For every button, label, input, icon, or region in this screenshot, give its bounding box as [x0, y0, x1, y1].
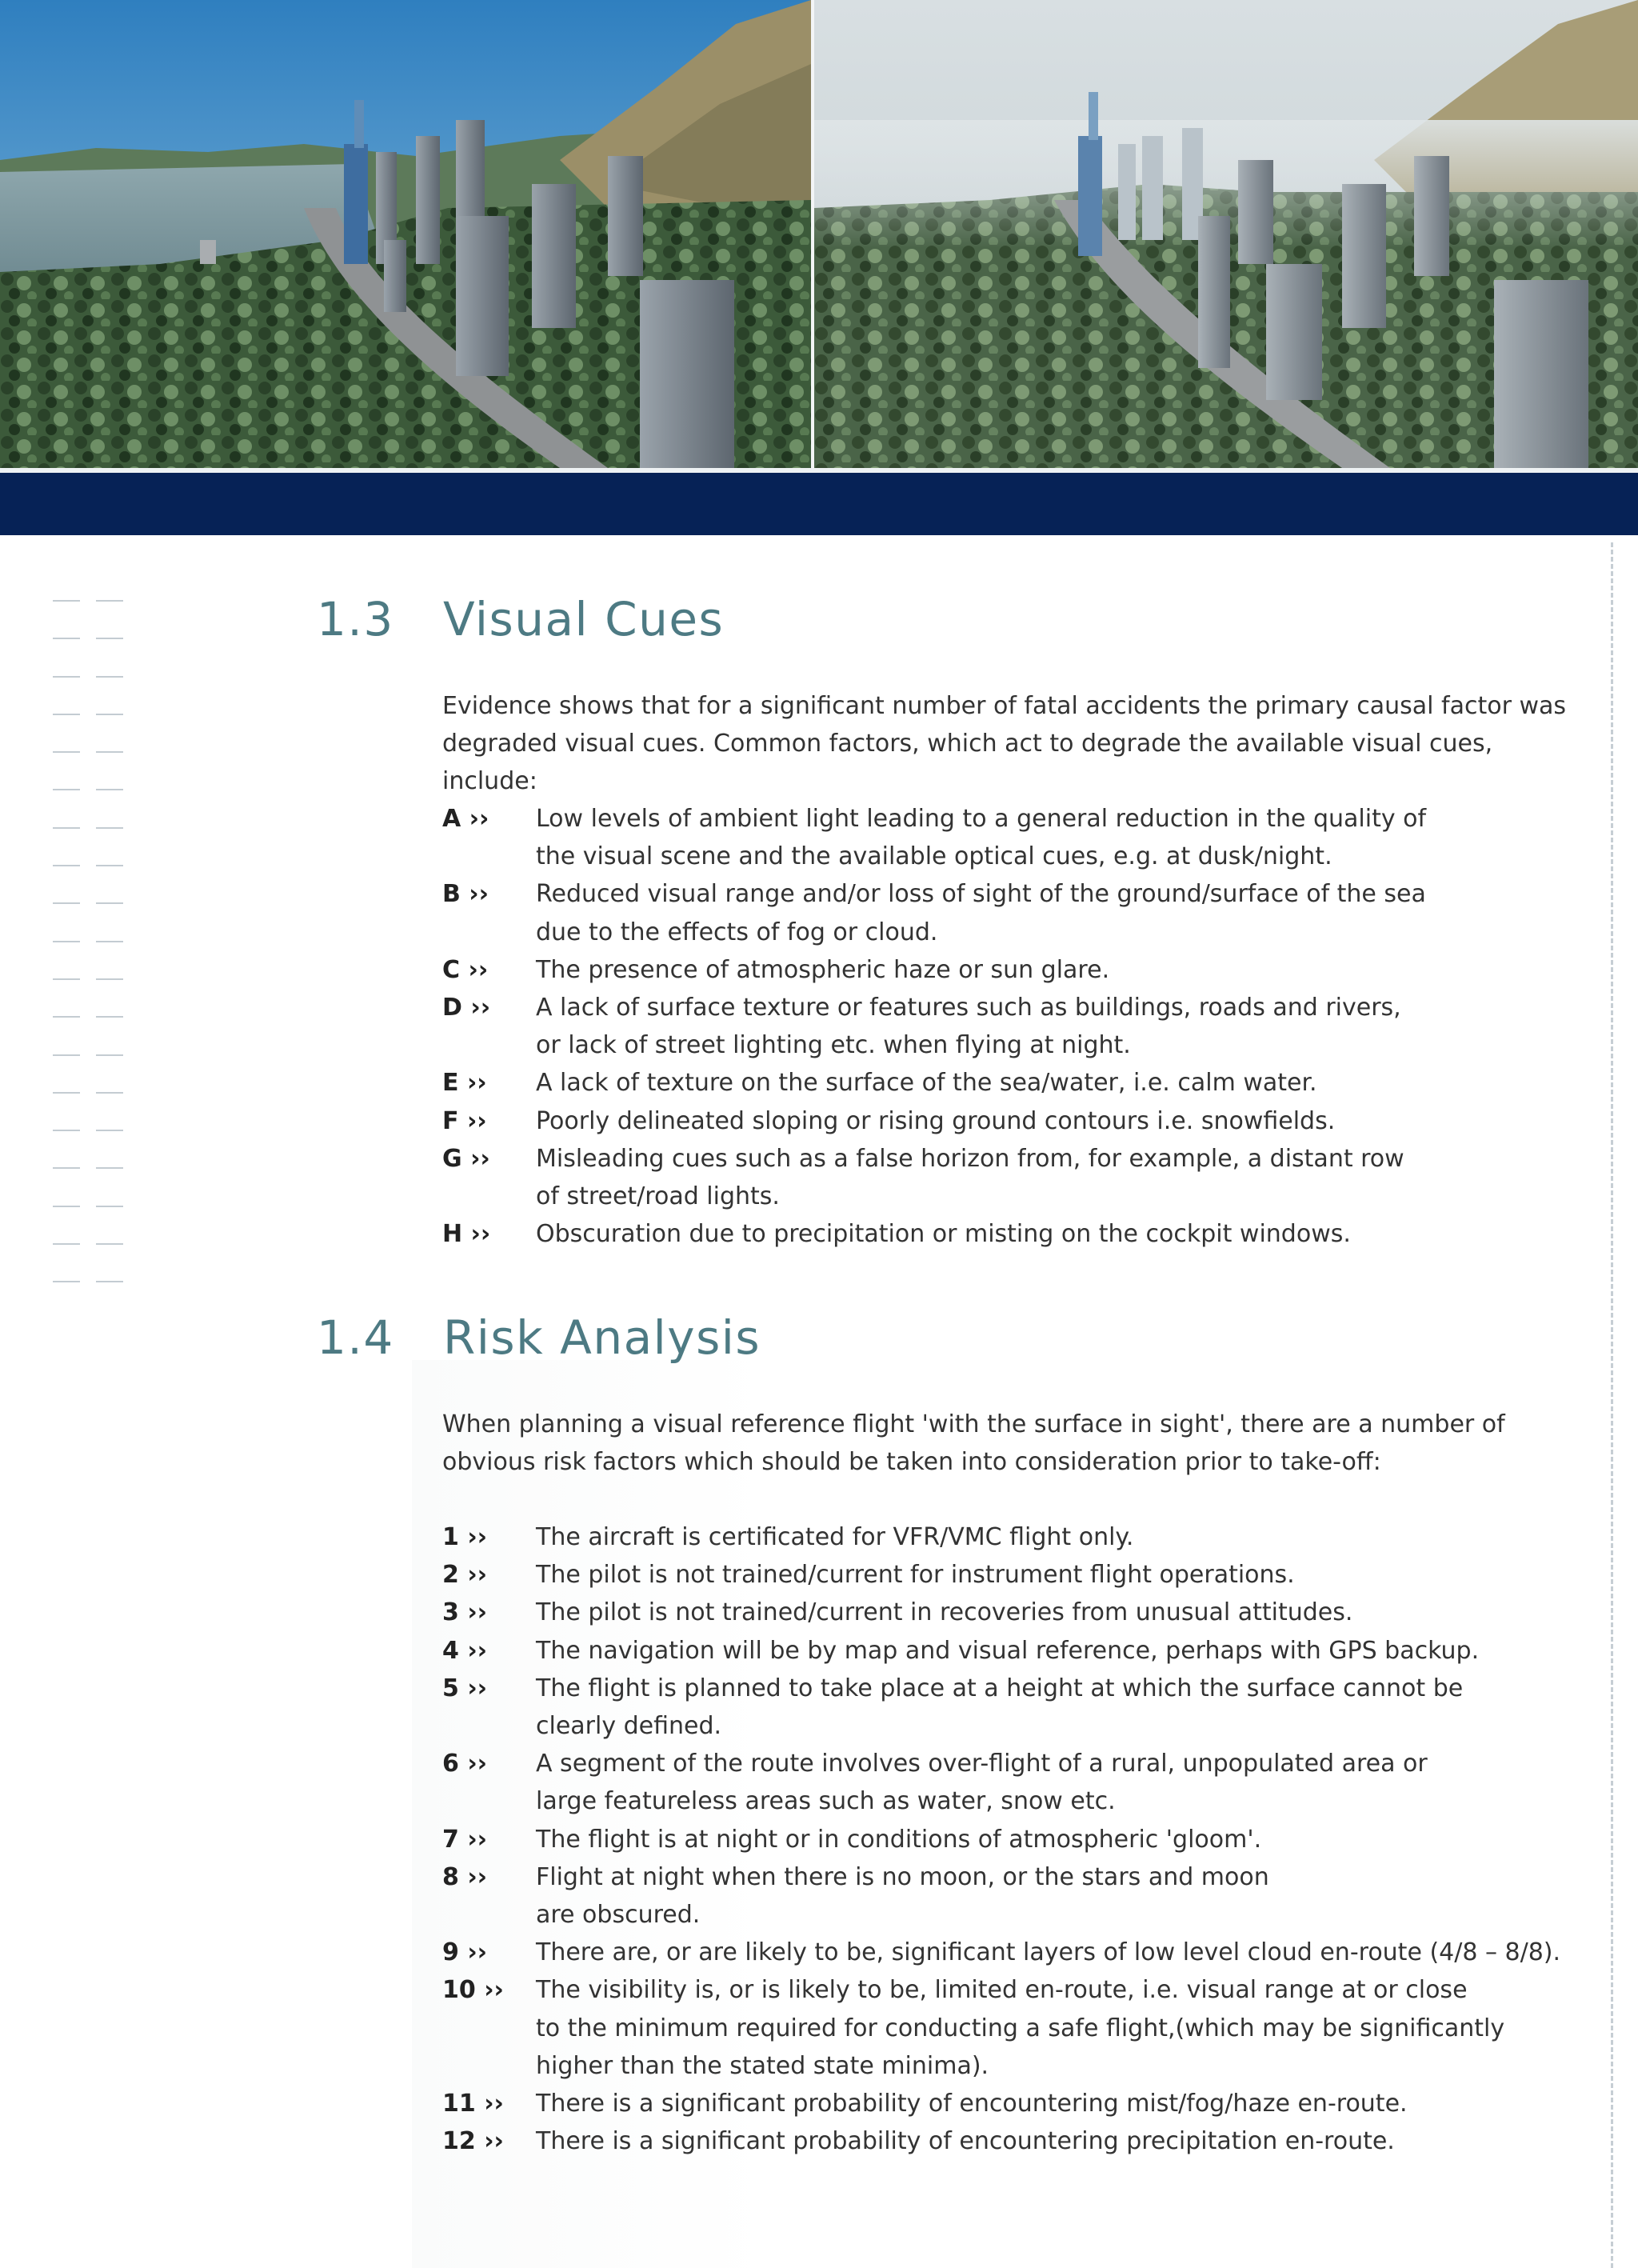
- list-item-line: large featureless areas such as water, snow etc.: [536, 1787, 1116, 1816]
- section-heading-visual-cues: [317, 592, 724, 646]
- list-item-line: A lack of surface texture or features such as buildings, roads and rivers,: [536, 994, 1401, 1022]
- section-number: 1.3: [317, 592, 394, 646]
- header-photo-strip: [0, 0, 1638, 468]
- list-item-line: Misleading cues such as a false horizon from, for example, a distant row: [536, 1144, 1404, 1173]
- aerial-city-clear-photo: [0, 0, 811, 468]
- list-item: [442, 951, 1594, 989]
- visual-cues-list: [442, 800, 1594, 1253]
- list-marker: 7 ››: [442, 1825, 488, 1854]
- list-item: [442, 1858, 1594, 1934]
- list-marker: H ››: [442, 1220, 491, 1249]
- list-item: [442, 1594, 1594, 1631]
- list-item-line: the visual scene and the available optical cues, e.g. at dusk/night.: [536, 842, 1332, 871]
- list-item: [442, 1670, 1594, 1745]
- list-item-line: due to the effects of fog or cloud.: [536, 918, 938, 946]
- list-item-line: Low levels of ambient light leading to a general reduction in the quality of: [536, 805, 1427, 833]
- list-item-line: Poorly delineated sloping or rising ground contours i.e. snowfields.: [536, 1106, 1336, 1135]
- list-marker: C ››: [442, 955, 489, 984]
- list-marker: D ››: [442, 994, 491, 1022]
- list-marker: G ››: [442, 1144, 490, 1173]
- list-item-line: A segment of the route involves over-flight of a rural, unpopulated area or: [536, 1750, 1428, 1778]
- list-item-line: clearly defined.: [536, 1712, 722, 1741]
- list-item-line: A lack of texture on the surface of the sea/water, i.e. calm water.: [536, 1069, 1317, 1098]
- list-item: [442, 989, 1594, 1064]
- list-marker: 1 ››: [442, 1523, 488, 1551]
- list-marker: E ››: [442, 1069, 487, 1098]
- list-marker: 10 ››: [442, 1976, 504, 2005]
- section-heading-risk-analysis: [317, 1310, 761, 1365]
- right-dotted-rule: [1611, 542, 1613, 2268]
- list-item-line: The presence of atmospheric haze or sun glare.: [536, 955, 1110, 984]
- list-marker: 9 ››: [442, 1938, 488, 1967]
- list-item-line: The navigation will be by map and visual reference, perhaps with GPS backup.: [536, 1636, 1480, 1665]
- list-item-line: or lack of street lighting etc. when flying at night.: [536, 1031, 1131, 1060]
- list-item: [442, 1745, 1594, 1820]
- list-item-line: The flight is planned to take place at a height at which the surface cannot be: [536, 1674, 1464, 1702]
- list-item-line: There are, or are likely to be, significant layers of low level cloud en-route (4/8 – 8/8).: [536, 1938, 1561, 1967]
- list-marker: 4 ››: [442, 1636, 488, 1665]
- list-item-line: The visibility is, or is likely to be, limited en-route, i.e. visual range at or close: [536, 1976, 1468, 2005]
- list-item-line: There is a significant probability of encountering mist/fog/haze en-route.: [536, 2090, 1408, 2118]
- list-item-line: The pilot is not trained/current for instrument flight operations.: [536, 1561, 1295, 1590]
- aerial-city-hazy-photo: [814, 0, 1638, 468]
- margin-dash-pattern: [53, 592, 125, 1288]
- list-marker: 11 ››: [442, 2090, 504, 2118]
- list-marker: 12 ››: [442, 2127, 504, 2156]
- list-item: [442, 1934, 1594, 1971]
- city-coast-haze-photo-icon: [814, 0, 1638, 468]
- list-item-line: The pilot is not trained/current in recoveries from unusual attitudes.: [536, 1598, 1353, 1627]
- list-item: [442, 800, 1594, 875]
- list-marker: F ››: [442, 1106, 487, 1135]
- list-item-line: Flight at night when there is no moon, or the stars and moon: [536, 1862, 1269, 1891]
- risk-factors-list: [442, 1518, 1594, 2160]
- list-item: [442, 1821, 1594, 1858]
- list-marker: B ››: [442, 880, 489, 909]
- list-item: [442, 1971, 1594, 2085]
- section-title: Visual Cues: [443, 592, 725, 646]
- list-marker: 8 ››: [442, 1862, 488, 1891]
- list-item-line: The aircraft is certificated for VFR/VMC flight only.: [536, 1523, 1134, 1551]
- list-item: [442, 1518, 1594, 1556]
- section-number: 1.4: [317, 1310, 394, 1365]
- list-item-line: Reduced visual range and/or loss of sight of the ground/surface of the sea: [536, 880, 1426, 909]
- list-item: [442, 1140, 1594, 1215]
- list-marker: 6 ››: [442, 1750, 488, 1778]
- section-intro-paragraph: When planning a visual reference flight 'with the surface in sight', there are a number of obvious risk factors which should be taken into consideration prior to take-off:: [442, 1410, 1505, 1476]
- list-marker: A ››: [442, 805, 489, 833]
- list-item: [442, 2122, 1594, 2160]
- list-item: [442, 1064, 1594, 1102]
- list-item: [442, 2085, 1594, 2122]
- list-marker: 3 ››: [442, 1598, 488, 1627]
- list-item-line: There is a significant probability of encountering precipitation en-route.: [536, 2127, 1395, 2156]
- header-navy-band: [0, 473, 1638, 535]
- list-item-line: Obscuration due to precipitation or misting on the cockpit windows.: [536, 1220, 1351, 1249]
- list-item-line: to the minimum required for conducting a safe flight,(which may be significantly: [536, 2014, 1505, 2042]
- list-item-line: of street/road lights.: [536, 1182, 780, 1211]
- list-marker: 2 ››: [442, 1561, 488, 1590]
- city-coast-photo-icon: [0, 0, 811, 468]
- list-item-line: higher than the stated state minima).: [536, 2051, 989, 2080]
- list-item-line: The flight is at night or in conditions of atmospheric 'gloom'.: [536, 1825, 1262, 1854]
- list-item-line: are obscured.: [536, 1901, 701, 1930]
- section-intro-paragraph: Evidence shows that for a significant number of fatal accidents the primary causal factor was degraded visual cues. Common factors, which act to degrade the available visual cues, include:: [442, 692, 1567, 795]
- list-marker: 5 ››: [442, 1674, 488, 1702]
- list-item: [442, 1632, 1594, 1670]
- section-title: Risk Analysis: [443, 1310, 761, 1365]
- list-item: [442, 875, 1594, 950]
- list-item: [442, 1102, 1594, 1140]
- list-item: [442, 1556, 1594, 1594]
- list-item: [442, 1215, 1594, 1253]
